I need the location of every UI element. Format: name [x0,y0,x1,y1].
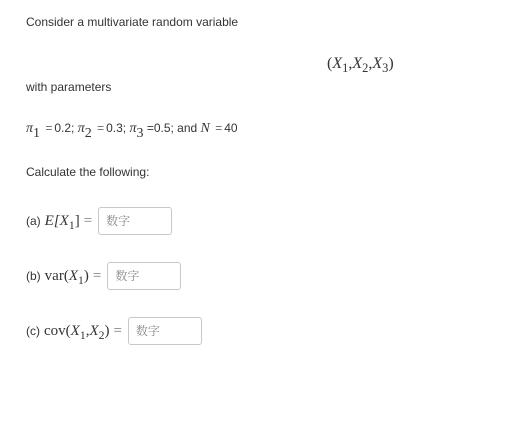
open-paren: ( [327,55,333,72]
sub-2: 2 [362,61,369,76]
equals-sign: = [215,121,223,135]
sub-1: 1 [79,328,86,342]
variance-expression [45,268,89,285]
intro-text: Consider a multivariate random variable [26,15,239,29]
question-label: (b) [26,269,41,283]
answer-input-b[interactable] [107,262,181,290]
fn-var: var [44,267,64,284]
instruction-text: Calculate the following: [26,165,150,179]
var-x: X [89,322,99,339]
n-symbol: N [200,121,210,136]
pi1-subscript: 1 [33,125,41,141]
question-a [26,206,172,236]
var-x: X [70,322,80,339]
parameters-line [26,121,238,141]
sub-1: 1 [342,61,349,76]
params-intro-text: with parameters [26,80,112,94]
comma: , [85,322,90,339]
pi3-subscript: 3 [136,125,144,141]
question-label: (a) [26,214,41,228]
expr-suffix: ] [74,212,80,229]
pi3-value: =0.5; and [146,121,201,135]
pi-symbol: π [77,121,85,136]
fn-cov: cov [44,322,66,339]
sub-1: 1 [78,273,84,287]
open-paren: ( [65,322,71,339]
sub-2: 2 [98,328,105,342]
close-paren: ) [388,55,394,72]
answer-input-a[interactable] [98,207,172,235]
answer-input-c[interactable] [128,317,202,345]
pi2-subscript: 2 [84,125,92,141]
expr-prefix: E[ [44,212,60,229]
close-paren: ) [83,267,89,284]
comma: , [368,55,373,72]
equals-sign: = [45,121,53,135]
pi2-value: 0.3; [106,121,130,135]
equals-sign: = [97,121,105,135]
var-x: X [68,267,78,284]
var-x: X [59,212,69,229]
question-c [26,316,202,346]
pi-symbol: π [129,121,137,136]
equals-sign: = [92,267,102,284]
equals-sign: = [113,322,122,339]
sub-1: 1 [68,218,75,232]
covariance-expression [44,323,109,340]
comma: , [348,55,353,72]
pi1-value: 0.2; [54,121,78,135]
question-b [26,261,181,291]
var-x: X [372,55,383,72]
question-label: (c) [26,324,40,338]
pi-symbol: π [26,121,34,136]
n-value: 40 [224,121,238,135]
expectation-expression [45,213,80,230]
sub-3: 3 [382,61,389,76]
equals-sign: = [83,212,93,229]
var-x: X [352,55,363,72]
var-x: X [332,55,343,72]
random-variable-vector [327,55,394,76]
open-paren: ( [63,267,69,284]
close-paren: ) [104,322,110,339]
